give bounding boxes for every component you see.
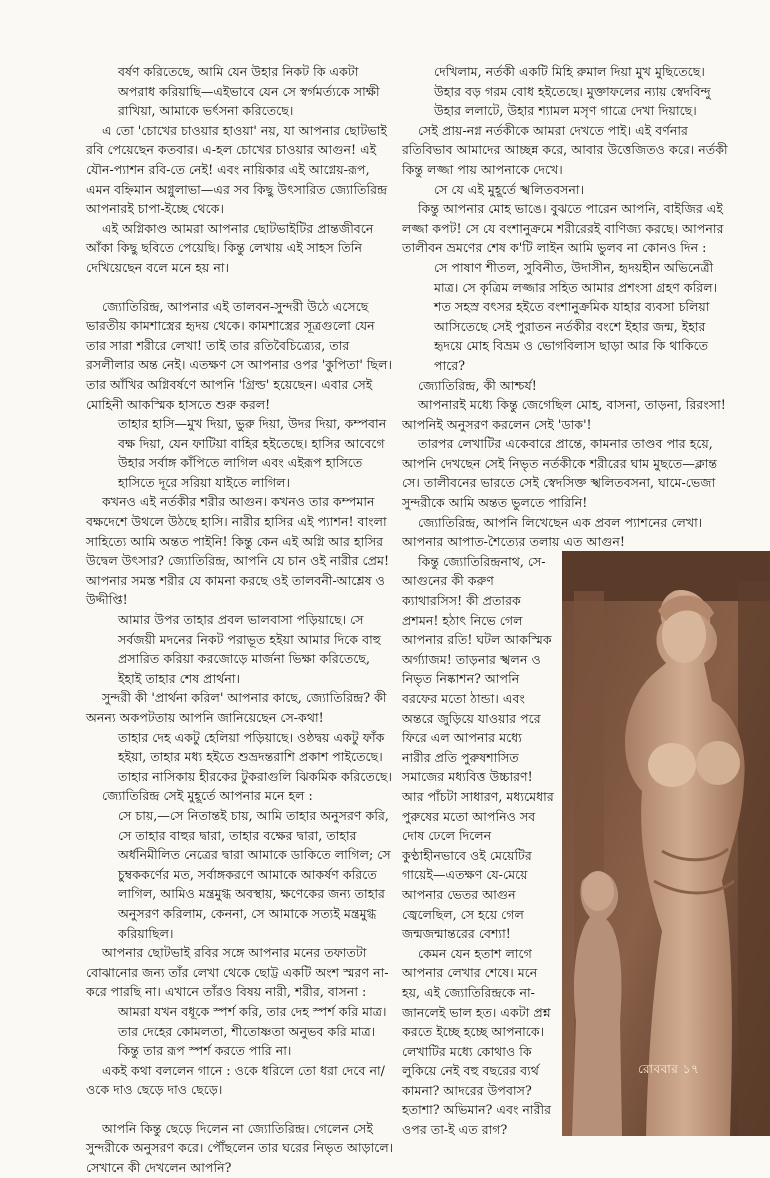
body-paragraph: এ তো 'চোখের চাওয়ার হাওয়া' নয়, যা আপনার ছোটভাই রবি পেয়েছেন কতবার। এ-হল চোখের চাওয়ার আগুন! এই যৌন-প্যাশন রবি-তে নেই! এবং নায়িকার এই আগ্নেয়-রূপ, এমন বহ্নিমান অগ্নুলাভা—এর সব কিছু উৎসারিত জ্যোতিরিন্দ্র আপনারই চাপা-ইচ্ছে থেকে। bbox=[86, 122, 388, 217]
body-paragraph: জ্যোতিরিন্দ্র, আপনি লিখেছেন এক প্রবল প্যাশনের লেখা। আপনার আপাত-শৈত্যের তলায় এত আগুন! bbox=[402, 514, 703, 550]
body-paragraph: আপনার ছোটভাই রবির সঙ্গে আপনার মনের তফাতটা বোঝানোর জন্য তাঁর লেখা থেকে ছোট্ট একটি অংশ স্মরণ না-করে পারছি না। এখানে তাঁরও বিষয় নারী, শরীর, বাসনা : bbox=[86, 945, 389, 1000]
excerpt-quote: বর্ষণ করিতেছে, আমি যেন উহার নিকট কি একটা অপরাধ করিয়াছি—এইভাবে যেন সে স্বর্গমর্ত্যকে সাক্ষী রাখিয়া, আমাকে ভর্ৎসনা করিতেছে। bbox=[118, 64, 380, 119]
temple-sculpture-photo bbox=[562, 551, 770, 1136]
left-column bbox=[86, 62, 394, 1178]
body-paragraph: কিন্তু আপনার মোহ ভাঙে। বুঝতে পারেন আপনি, বাইজির এই লজ্জা কপট! সে যে বংশানুক্রমে শরীরেরই বাণিজ্য করছে। আপনার তালীবন ভ্রমণের শেষ ক'টি লাইন আমি ভুলব না কোনও দিন : bbox=[402, 201, 724, 256]
excerpt-quote: তাহার হাসি—মুখ দিয়া, ভুরু দিয়া, উদর দিয়া, কম্পবান বক্ষ দিয়া, যেন ফাটিয়া বাহির হইতেছে। হাসির আবেগে উহার সর্বাঙ্গ কাঁপিতে লাগিল এবং এইরূপ হাসিতে হাসিতে দূরে সরিয়া যাইতে লাগিল। bbox=[118, 416, 387, 490]
body-paragraph: সেই প্রায়-নগ্ন নর্তকীকে আমরা দেখতে পাই। এই বর্ণনার রতিবিভাব আমাদের আচ্ছন্ন করে, আবার উত্তেজিতও করে। নর্তকী কিন্তু লজ্জা পায় আপনাকে দেখে। bbox=[402, 122, 728, 177]
photo-wrapped-text bbox=[402, 552, 554, 1140]
body-paragraph: কিন্তু জ্যোতিরিন্দ্রনাথ, সে-আগুনের কী করুণ ক্যাথারসিস! কী প্রতারক প্রশমন! হঠাৎ নিভে গেল আপনার রতি! ঘটল আকস্মিক অর্গ্যাজম! তাড়নার স্খলন ও নিভৃত নিষ্কাশন? আপনি বরফের মতো ঠান্ডা। এবং অন্তরে জুড়িয়ে যাওয়ার পরে ফিরে এল আপনার মধ্যে নারীর প্রতি পুরুষশাসিত সমাজের মধ্যবিত্ত উচ্চারণ! আর পাঁচটা সাধারণ, মধ্যমেধার পুরুষের মতো আপনিও সব দোষ ঢেলে দিলেন কুণ্ঠাহীনভাবে ওই মেয়েটির গায়েই—এতক্ষণ যে-মেয়ে আপনার ভেতর আগুন জ্বেলেছিল, সে হয়ে গেল জন্মজন্মান্তরের বেশ্যা! bbox=[402, 553, 554, 942]
body-paragraph: জ্যোতিরিন্দ্র, আপনার এই তালবন-সুন্দরী উঠে এসেছে ভারতীয় কামশাস্ত্রের হৃদয় থেকে। কামশাস্ত্রের সূত্রগুলো যেন তার সারা শরীরে লেখা! তাই তার রতিবৈচিত্র্যের, তার রসলীলার অন্ত নেই। এতক্ষণ সে আপনার ওপর 'কুপিতা' ছিল। তার আঁখির অগ্নিবর্ষণে আপনি 'গ্রিল্ড' হয়েছেন। এবার সেই মোহিনী আকস্মিক হাসতে শুরু করল! bbox=[86, 298, 392, 412]
excerpt-quote: সে যে এই মুহূর্তে স্খলিতবসনা। bbox=[434, 181, 585, 197]
body-paragraph: আপনারই মধ্যে কিন্তু জেগেছিল মোহ, বাসনা, তাড়না, রিরংসা! আপনিই অনুসরণ করলেন সেই 'ডাক'! bbox=[402, 397, 726, 432]
excerpt-quote: আমরা যখন বধূকে স্পর্শ করি, তার দেহ স্পর্শ করি মাত্র। তার দেহের কোমলতা, শীতোষ্ণতা অনুভব করি মাত্র। কিন্তু তার রূপ স্পর্শ করতে পারি না। bbox=[118, 1003, 387, 1059]
excerpt-quote: সে চায়,—সে নিতান্তই চায়, আমি তাহার অনুসরণ করি, সে তাহার বাহুর দ্বারা, তাহার বক্ষের দ্বারা, তাহার অর্ধনিমীলিত নেত্রের দ্বারা আমাকে ডাকিতে লাগিল; সে চুম্বককর্ণের মত, সর্বাঙ্গকরণে আমাকে আকর্ষণ করিতে লাগিল, আমিও মন্ত্রমুগ্ধ অবস্থায়, ক্ষণেকের জন্য তাহার অনুসরণ করিলাম, কেননা, সে আমাকে সত্যই মন্ত্রমুগ্ধ করিয়াছিল। bbox=[118, 807, 391, 941]
body-paragraph: একই কথা বললেন গানে : ওকে ধরিলে তো ধরা দেবে না/ ওকে দাও ছেড়ে দাও ছেড়ে। bbox=[86, 1062, 385, 1098]
sculpture-icon bbox=[562, 551, 770, 1136]
excerpt-quote: সে পাষাণ শীতল, সুবিনীত, উদাসীন, হৃদয়হীন অভিনেত্রী মাত্র। সে কৃত্রিম লজ্জার সহিত আমার প্রশংসা গ্রহণ করিল। শত সহস্র বৎসর হইতে বংশানুক্রমিক যাহার ব্যবসা চলিয়া আসিতেছে সেই পুরাতন নর্তকীর বংশে ইহার জন্ম, ইহার হৃদয়ে মোহ বিভ্রম ও ভোগবিলাস ছাড়া আর কি থাকিতে পারে? bbox=[434, 259, 718, 373]
body-paragraph: আপনি কিন্তু ছেড়ে দিলেন না জ্যোতিরিন্দ্র। গেলেন সেই সুন্দরীকে অনুসরণ করে। পৌঁছলেন তার ঘরের নিভৃত আড়ালে। সেখানে কী দেখলেন আপনি? bbox=[86, 1120, 394, 1176]
excerpt-quote: তাহার দেহ একটু হেলিয়া পড়িয়াছে। ওষ্ঠদ্বয় একটু ফাঁক হইয়া, তাহার মধ্য হইতে শুভ্রদন্তরাশি প্রকাশ পাইতেছে। তাহার নাসিকায় হীরকের টুকরাগুলি ঝিকমিক করিতেছে। bbox=[118, 729, 393, 784]
body-paragraph: সুন্দরী কী 'প্রার্থনা করিল' আপনার কাছে, জ্যোতিরিন্দ্র? কী অনন্য অকপটতায় আপনি জানিয়েছেন সে-কথা! bbox=[86, 690, 387, 725]
body-paragraph: এই অগ্নিকাণ্ড আমরা আপনার ছোটভাইটির প্রান্তজীবনে আঁকা কিছু ছবিতে পেয়েছি। কিন্তু লেখায় এই সাহস তিনি দেখিয়েছেন বলে মনে হয় না। bbox=[86, 220, 374, 275]
excerpt-quote: আমার উপর তাহার প্রবল ভালবাসা পড়িয়াছে। সে সর্বজয়ী মদনের নিকট পরাভূত হইয়া আমার দিকে বাহু প্রসারিত করিয়া করজোড়ে মার্জনা ভিক্ষা করিতেছে, ইহাই তাহার শেষ প্রার্থনা। bbox=[118, 612, 381, 686]
body-paragraph: জ্যোতিরিন্দ্র সেই মুহূর্তে আপনার মনে হল : bbox=[102, 788, 313, 804]
body-paragraph: তারপর লেখাটির একেবারে প্রান্তে, কামনার তাণ্ডব পার হয়ে, আপনি দেখছেন সেই নিভৃত নর্তকীকে শরীরের ঘাম মুছতে—ক্লান্ত সে। তালীবনের ভারতে সেই স্বেদসিক্ত স্খলিতবসনা, ঘামে-ভেজা সুন্দরীকে আমি অন্তত ভুলতে পারিনি! bbox=[402, 436, 718, 511]
body-paragraph: কখনও এই নর্তকীর শরীর আগুন। কখনও তার কম্পমান বক্ষদেশে উথলে উঠছে হাসি। নারীর হাসির এই প্যাশন! বাংলা সাহিত্যে আমি অন্তত পাইনি! কিন্তু কেন এই অগ্নি আর হাসির উদ্বেল উৎসার? জ্যোতিরিন্দ্র, আপনি যে চান ওই নারীর প্রেম! আপনার সমস্ত শরীর যে কামনা করছে ওই তালবনী-আশ্লেষ ও উদ্দীপ্তি! bbox=[86, 494, 390, 608]
body-paragraph: কেমন যেন হতাশ লাগে আপনার লেখার শেষে। মনে হয়, এই জ্যোতিরিন্দ্রকে না-জানলেই ভাল হত। একটা প্রশ্ন করতে ইচ্ছে হচ্ছে আপনাকে। লেখাটির মধ্যে কোথাও কি লুকিয়ে নেই বহু বছরের ব্যর্থ কামনা? আদরের উপবাস? হতাশা? অভিমান? এবং নারীর ওপর তা-ই এত রাগ? bbox=[402, 945, 552, 1138]
page-footer: রোববার ১৭ bbox=[638, 1062, 700, 1076]
excerpt-quote: দেখিলাম, নর্তকী একটি মিহি রুমাল দিয়া মুখ মুছিতেছে। উহার বড় গরম বোধ হইতেছে। মুক্তাফলের ন্যায় স্বেদবিন্দু উহার ললাটে, উহার শ্যামল মসৃণ গাত্রে দেখা দিয়াছে। bbox=[434, 64, 711, 119]
body-paragraph: জ্যোতিরিন্দ্র, কী আশ্চর্য! bbox=[418, 377, 537, 393]
